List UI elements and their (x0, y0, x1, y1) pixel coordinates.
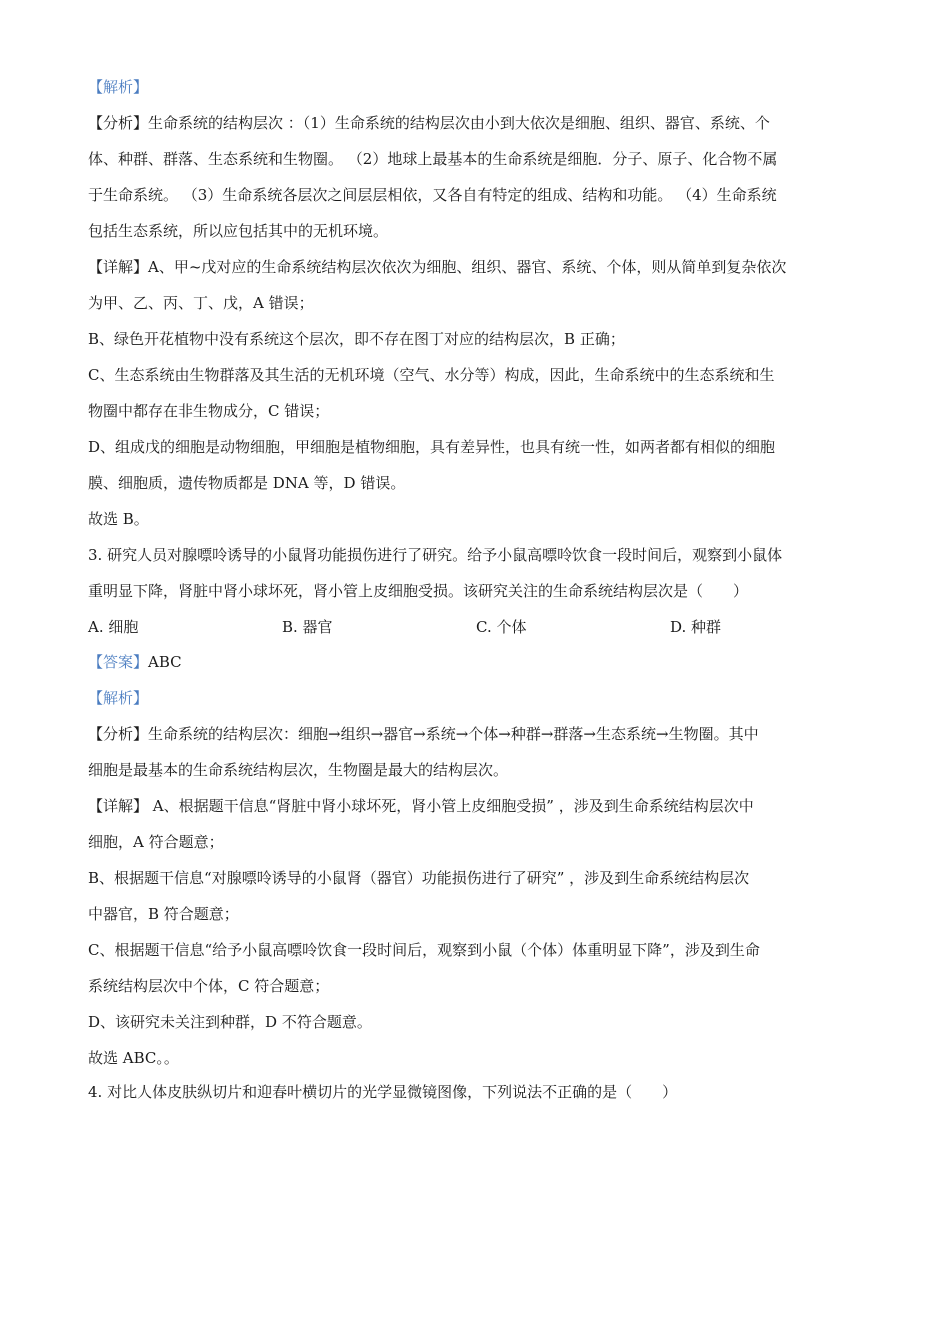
answer-value: ABC (148, 653, 182, 671)
q2-fenxi-line-3: 于生命系统。 （3）生命系统各层次之间层层相依，又各自有特定的组成、结构和功能。 （4）生命系统 (88, 186, 777, 204)
q3-xiangjie-line-4: 中器官，B 符合题意； (88, 905, 239, 923)
q2-jiexi-heading (88, 77, 868, 97)
q2-xiangjie-line-6: D、组成戊的细胞是动物细胞，甲细胞是植物细胞，具有差异性，也具有统一性，如两者都有相似的细胞 (88, 438, 776, 456)
q3-option-c: C. 个体 (476, 618, 527, 636)
q2-fenxi-line-2: 体、种群、群落、生态系统和生物圈。 （2）地球上最基本的生命系统是细胞．分子、原子、化合物不属 (88, 150, 778, 168)
q2-xiangjie-line-7: 膜、细胞质，遗传物质都是 DNA 等，D 错误。 (88, 474, 406, 492)
q3-conclusion: 故选 ABC。。 (88, 1049, 179, 1067)
q3-xiangjie-line-7: D、该研究未关注到种群，D 不符合题意。 (88, 1013, 372, 1031)
q2-conclusion: 故选 B。 (88, 510, 149, 528)
xiangjie-text: A、根据题干信息“肾脏中肾小球坏死，肾小管上皮细胞受损” ，涉及到生命系统结构层次中 (148, 797, 754, 815)
answer-tag: 【答案】 (88, 653, 149, 671)
q3-option-a: A. 细胞 (88, 618, 139, 636)
xiangjie-tag: 【详解】 (88, 258, 149, 276)
jiexi-tag: 【解析】 (88, 689, 149, 707)
q3-stem-line-1: 3. 研究人员对腺嘌呤诱导的小鼠肾功能损伤进行了研究。给予小鼠高嘌呤饮食一段时间后，观察到小鼠体 (88, 546, 783, 564)
q2-xiangjie-line-4: C、生态系统由生物群落及其生活的无机环境（空气、水分等）构成，因此，生命系统中的生态系统和生 (88, 366, 775, 384)
q3-xiangjie-line-5: C、根据题干信息“给予小鼠高嘌呤饮食一段时间后，观察到小鼠（个体）体重明显下降”，涉及到生命 (88, 941, 760, 959)
q3-fenxi-line-2: 细胞是最基本的生命系统结构层次，生物圈是最大的结构层次。 (88, 761, 509, 779)
q3-fenxi-line-1 (88, 724, 868, 744)
q3-xiangjie-line-3: B、根据题干信息“对腺嘌呤诱导的小鼠肾（器官）功能损伤进行了研究” ，涉及到生命系统结构层次 (88, 869, 750, 887)
q3-stem-line-2: 重明显下降，肾脏中肾小球坏死，肾小管上皮细胞受损。该研究关注的生命系统结构层次是（ ） (88, 582, 749, 600)
jiexi-tag: 【解析】 (88, 78, 149, 96)
q3-jiexi-heading (88, 688, 868, 708)
q3-answer (88, 652, 868, 672)
fenxi-tag: 【分析】 (88, 725, 149, 743)
xiangjie-text: A、甲~戊对应的生命系统结构层次依次为细胞、组织、器官、系统、个体，则从简单到复杂依次 (148, 258, 787, 276)
q3-xiangjie-line-6: 系统结构层次中个体，C 符合题意； (88, 977, 330, 995)
q4-stem: 4. 对比人体皮肤纵切片和迎春叶横切片的光学显微镜图像，下列说法不正确的是（ ） (88, 1083, 678, 1101)
xiangjie-tag: 【详解】 (88, 797, 149, 815)
q2-xiangjie-line-3: B、绿色开花植物中没有系统这个层次，即不存在图丁对应的结构层次，B 正确； (88, 330, 625, 348)
fenxi-text: 生命系统的结构层次：细胞→组织→器官→系统→个体→种群→群落→生态系统→生物圈。其中 (148, 725, 759, 743)
q2-fenxi-line-1 (88, 113, 868, 133)
fenxi-text: 生命系统的结构层次 ：（1）生命系统的结构层次由小到大依次是细胞、组织、器官、系统、个 (148, 114, 770, 132)
q3-xiangjie-line-1 (88, 796, 868, 816)
q3-xiangjie-line-2: 细胞，A 符合题意； (88, 833, 224, 851)
q2-xiangjie-line-2: 为甲、乙、丙、丁、戊，A 错误； (88, 294, 314, 312)
q2-fenxi-line-4: 包括生态系统，所以应包括其中的无机环境。 (88, 222, 389, 240)
fenxi-tag: 【分析】 (88, 114, 149, 132)
q3-option-d: D. 种群 (670, 618, 722, 636)
q3-option-b: B. 器官 (282, 618, 333, 636)
q2-xiangjie-line-1 (88, 257, 868, 277)
q2-xiangjie-line-5: 物圈中都存在非生物成分，C 错误； (88, 402, 330, 420)
